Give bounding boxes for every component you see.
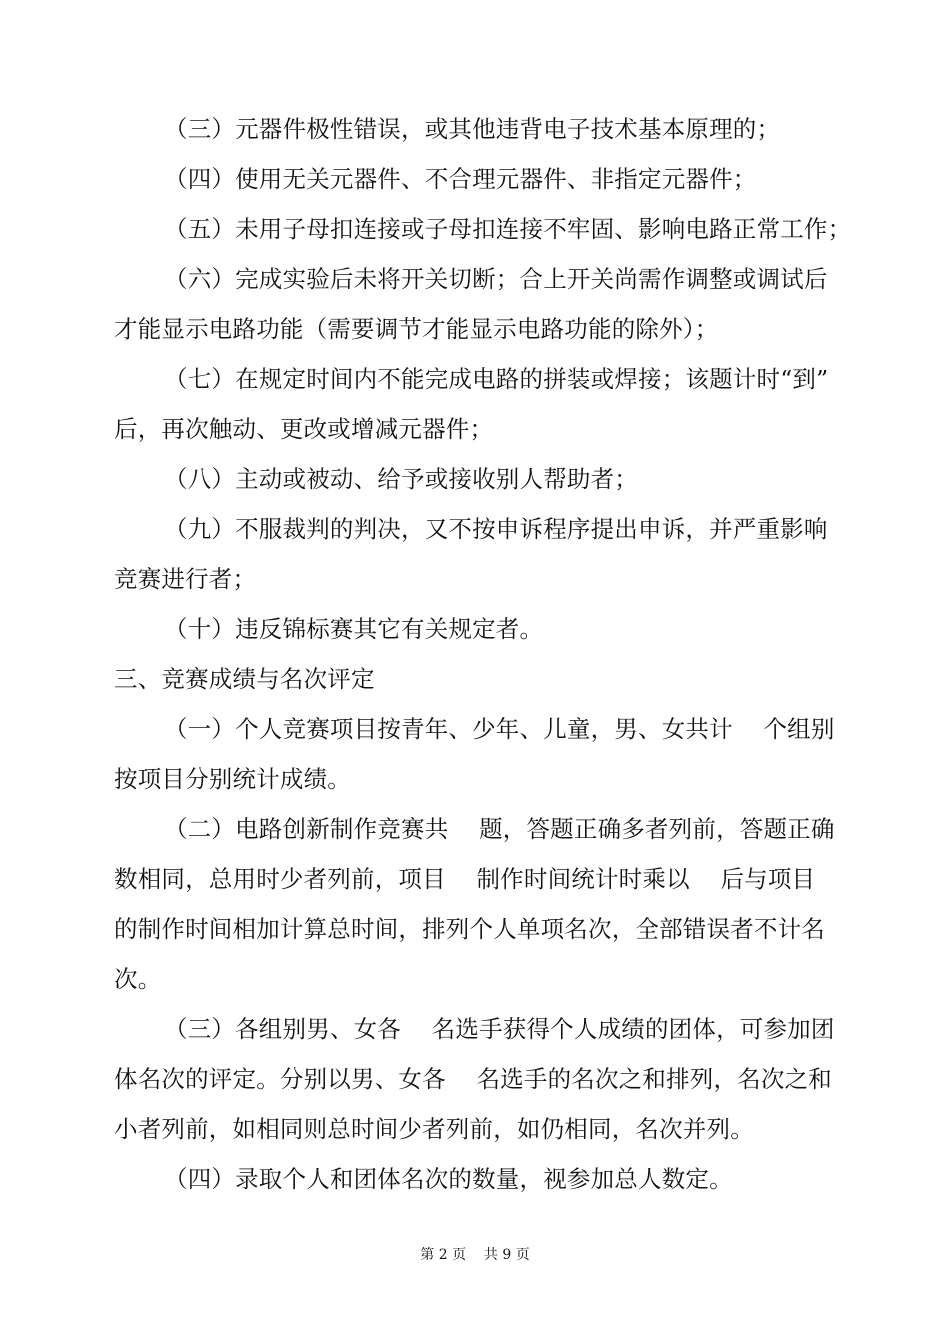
text-line: （七）在规定时间内不能完成电路的拼装或焊接；该题计时“到” bbox=[164, 365, 829, 393]
text-line: 后，再次触动、更改或增减元器件； bbox=[114, 415, 494, 443]
text-line: 按项目分别统计成绩。 bbox=[114, 765, 351, 793]
text-line: （八）主动或被动、给予或接收别人帮助者； bbox=[164, 465, 638, 493]
text-line: 小者列前，如相同则总时间少者列前，如仍相同，名次并列。 bbox=[114, 1115, 754, 1143]
text-line: （九）不服裁判的判决，又不按申诉程序提出申诉，并严重影响 bbox=[164, 515, 828, 543]
page-number: 第 2 页 共 9 页 bbox=[420, 1247, 530, 1263]
text-line: （三）元器件极性错误，或其他违背电子技术基本原理的； bbox=[164, 115, 781, 143]
text-line: 次。 bbox=[114, 965, 162, 993]
text-line: （五）未用子母扣连接或子母扣连接不牢固、影响电路正常工作； bbox=[164, 215, 852, 243]
text-line: （四）录取个人和团体名次的数量，视参加总人数定。 bbox=[164, 1165, 733, 1193]
text-line: （四）使用无关元器件、不合理元器件、非指定元器件； bbox=[164, 165, 757, 193]
text-line: （二）电路创新制作竞赛共 题，答题正确多者列前，答题正确 bbox=[164, 815, 835, 843]
section-heading: 三、竞赛成绩与名次评定 bbox=[114, 665, 375, 693]
text-line: 才能显示电路功能（需要调节才能显示电路功能的除外）； bbox=[114, 315, 719, 343]
text-line: 的制作时间相加计算总时间，排列个人单项名次，全部错误者不计名 bbox=[114, 915, 825, 943]
text-line: 数相同，总用时少者列前，项目 制作时间统计时乘以 后与项目 bbox=[114, 865, 816, 893]
text-line: 体名次的评定。分别以男、女各 名选手的名次之和排列，名次之和 bbox=[114, 1065, 832, 1093]
text-line: （一）个人竞赛项目按青年、少年、儿童，男、女共计 个组别 bbox=[164, 715, 835, 743]
text-line: （十）违反锦标赛其它有关规定者。 bbox=[164, 615, 544, 643]
text-line: （三）各组别男、女各 名选手获得个人成绩的团体，可参加团 bbox=[164, 1015, 835, 1043]
text-line: 竞赛进行者； bbox=[114, 565, 257, 593]
text-line: （六）完成实验后未将开关切断；合上开关尚需作调整或调试后 bbox=[164, 265, 828, 293]
